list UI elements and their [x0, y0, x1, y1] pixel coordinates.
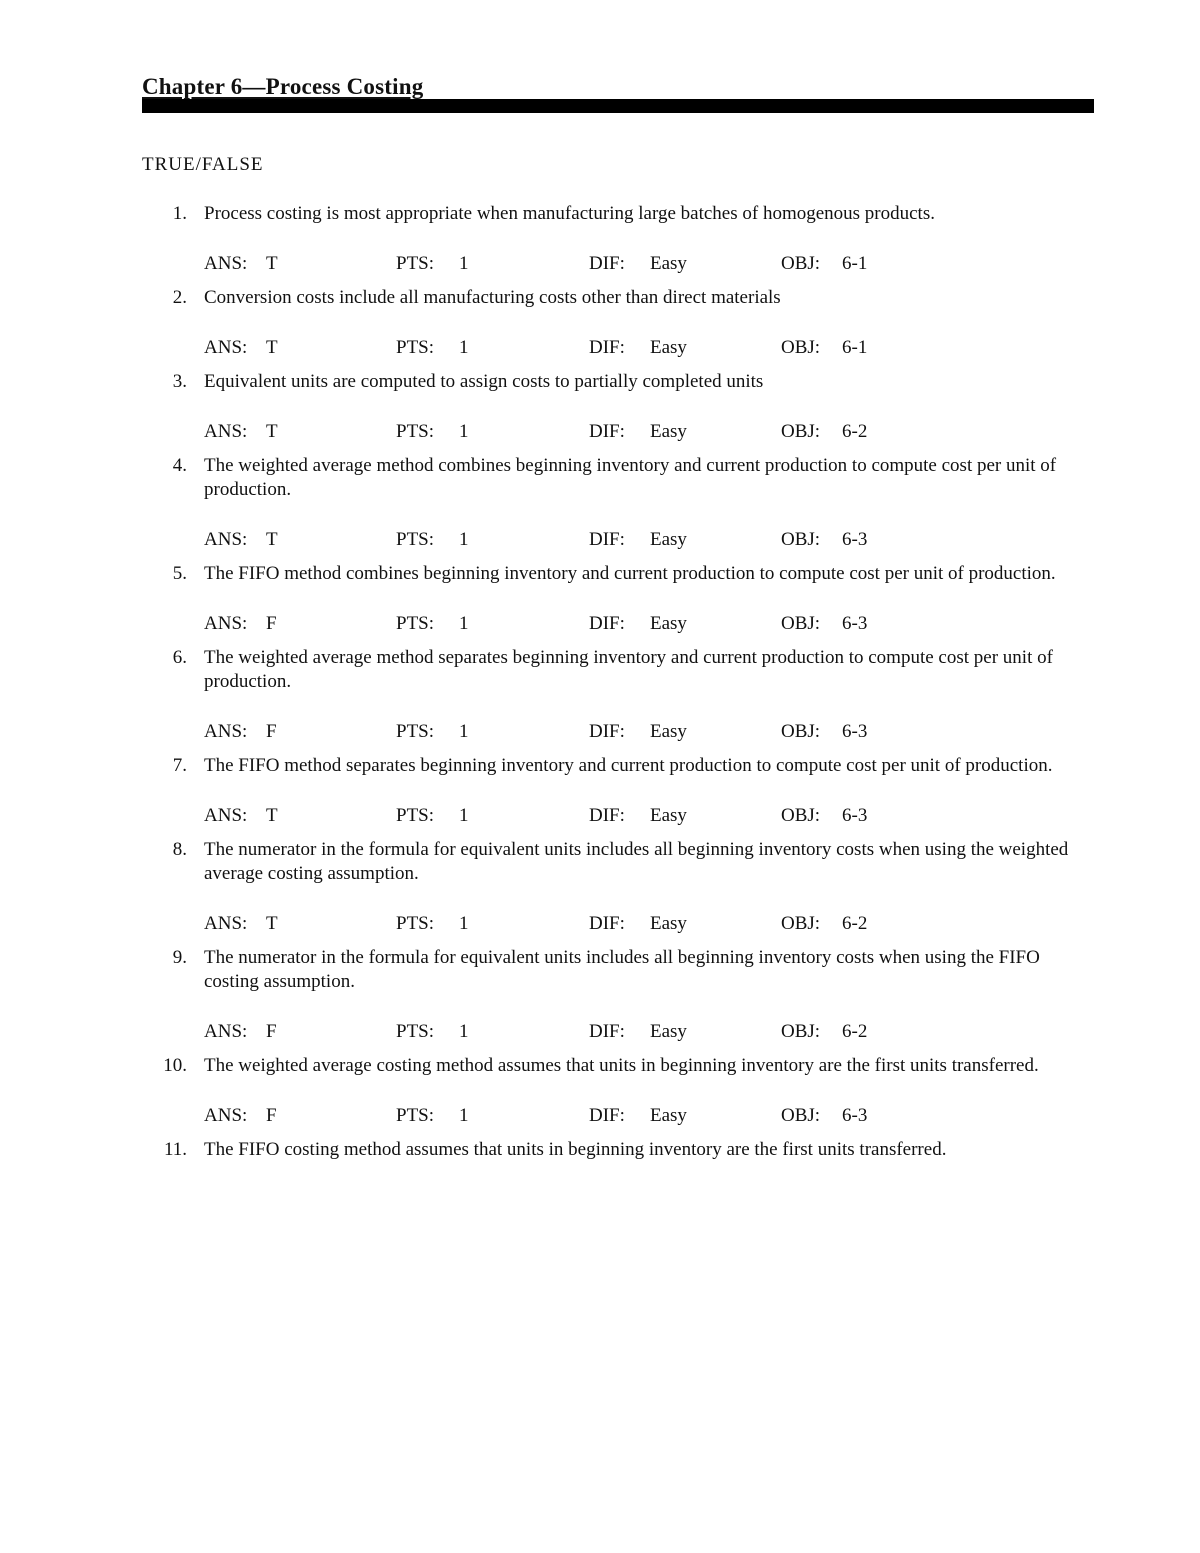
- obj-label: OBJ:: [781, 805, 821, 826]
- pts-value: 1: [459, 253, 469, 274]
- dif-value: Easy: [650, 1021, 687, 1042]
- question-number: 7.: [172, 755, 187, 776]
- question-text: The weighted average method combines beginning inventory and current production to compute cost per unit of production.: [204, 455, 1057, 500]
- question-item: [142, 1138, 1094, 1162]
- obj-label: OBJ:: [781, 721, 821, 742]
- question-text: Conversion costs include all manufacturing costs other than direct materials: [204, 287, 781, 308]
- dif-value: Easy: [650, 805, 687, 826]
- question-item: [142, 754, 1094, 828]
- pts-label: PTS:: [396, 253, 435, 274]
- obj-label: OBJ:: [781, 529, 821, 550]
- dif-label: DIF:: [589, 805, 625, 826]
- obj-label: OBJ:: [781, 613, 821, 634]
- obj-value: 6-1: [842, 337, 868, 358]
- dif-label: DIF:: [589, 613, 625, 634]
- dif-value: Easy: [650, 1105, 687, 1126]
- answer-row: [204, 252, 1094, 276]
- question-item: [142, 646, 1094, 744]
- dif-label: DIF:: [589, 421, 625, 442]
- dif-value: Easy: [650, 913, 687, 934]
- dif-label: DIF:: [589, 337, 625, 358]
- ans-label: ANS:: [204, 253, 248, 274]
- ans-value: F: [266, 721, 277, 742]
- obj-label: OBJ:: [781, 253, 821, 274]
- question-number: 11.: [163, 1139, 187, 1160]
- ans-label: ANS:: [204, 1021, 248, 1042]
- section-heading: TRUE/FALSE: [142, 154, 264, 175]
- pts-value: 1: [459, 1105, 469, 1126]
- dif-label: DIF:: [589, 529, 625, 550]
- dif-value: Easy: [650, 529, 687, 550]
- question-number: 3.: [172, 371, 187, 392]
- question-item: [142, 370, 1094, 444]
- obj-label: OBJ:: [781, 337, 821, 358]
- ans-value: T: [266, 805, 278, 826]
- question-item: [142, 562, 1094, 636]
- obj-label: OBJ:: [781, 913, 821, 934]
- ans-value: F: [266, 1021, 277, 1042]
- obj-label: OBJ:: [781, 421, 821, 442]
- question-number: 6.: [172, 647, 187, 668]
- obj-value: 6-2: [842, 1021, 868, 1042]
- answer-row: [204, 1020, 1094, 1044]
- question-text: The weighted average costing method assumes that units in beginning inventory are the first units transferred.: [204, 1055, 1039, 1076]
- pts-label: PTS:: [396, 337, 435, 358]
- question-number: 5.: [172, 563, 187, 584]
- pts-label: PTS:: [396, 913, 435, 934]
- ans-value: T: [266, 529, 278, 550]
- obj-value: 6-3: [842, 805, 868, 826]
- question-number: 1.: [172, 203, 187, 224]
- question-item: [142, 286, 1094, 360]
- question-text: The numerator in the formula for equivalent units includes all beginning inventory costs when using the FIFO costing assumption.: [204, 947, 1040, 992]
- question-text: The FIFO method separates beginning inventory and current production to compute cost per unit of production.: [204, 755, 1053, 776]
- pts-label: PTS:: [396, 613, 435, 634]
- pts-value: 1: [459, 913, 469, 934]
- ans-value: T: [266, 253, 278, 274]
- obj-value: 6-3: [842, 1105, 868, 1126]
- pts-value: 1: [459, 805, 469, 826]
- answer-row: [204, 804, 1094, 828]
- ans-value: T: [266, 913, 278, 934]
- dif-label: DIF:: [589, 1105, 625, 1126]
- question-text: Equivalent units are computed to assign costs to partially completed units: [204, 371, 764, 392]
- dif-value: Easy: [650, 613, 687, 634]
- answer-row: [204, 336, 1094, 360]
- question-number: 8.: [172, 839, 187, 860]
- pts-value: 1: [459, 1021, 469, 1042]
- dif-label: DIF:: [589, 913, 625, 934]
- pts-value: 1: [459, 421, 469, 442]
- obj-value: 6-3: [842, 613, 868, 634]
- question-number: 10.: [163, 1055, 187, 1076]
- answer-row: [204, 720, 1094, 744]
- question-text: The numerator in the formula for equivalent units includes all beginning inventory costs when using the weighted average costing assumption.: [204, 839, 1069, 884]
- ans-value: T: [266, 337, 278, 358]
- pts-value: 1: [459, 613, 469, 634]
- dif-value: Easy: [650, 721, 687, 742]
- obj-label: OBJ:: [781, 1105, 821, 1126]
- obj-value: 6-2: [842, 421, 868, 442]
- obj-value: 6-1: [842, 253, 868, 274]
- dif-value: Easy: [650, 337, 687, 358]
- obj-value: 6-2: [842, 913, 868, 934]
- question-text: The weighted average method separates beginning inventory and current production to compute cost per unit of production.: [204, 647, 1053, 692]
- pts-label: PTS:: [396, 805, 435, 826]
- ans-label: ANS:: [204, 721, 248, 742]
- answer-row: [204, 912, 1094, 936]
- ans-label: ANS:: [204, 1105, 248, 1126]
- question-number: 9.: [172, 947, 187, 968]
- answer-row: [204, 1104, 1094, 1128]
- chapter-title: Chapter 6—Process Costing: [142, 74, 424, 99]
- question-number: 2.: [172, 287, 187, 308]
- obj-value: 6-3: [842, 529, 868, 550]
- ans-label: ANS:: [204, 913, 248, 934]
- pts-label: PTS:: [396, 721, 435, 742]
- dif-value: Easy: [650, 421, 687, 442]
- dif-value: Easy: [650, 253, 687, 274]
- question-text: The FIFO method combines beginning inventory and current production to compute cost per unit of production.: [204, 563, 1056, 584]
- dif-label: DIF:: [589, 1021, 625, 1042]
- pts-label: PTS:: [396, 529, 435, 550]
- ans-value: F: [266, 1105, 277, 1126]
- question-item: [142, 1054, 1094, 1128]
- ans-label: ANS:: [204, 613, 248, 634]
- title-rule: [142, 99, 1094, 113]
- pts-value: 1: [459, 337, 469, 358]
- question-item: [142, 838, 1094, 936]
- question-item: [142, 454, 1094, 552]
- question-list: [142, 202, 1094, 1172]
- pts-label: PTS:: [396, 421, 435, 442]
- question-text: The FIFO costing method assumes that units in beginning inventory are the first units transferred.: [204, 1139, 947, 1160]
- dif-label: DIF:: [589, 253, 625, 274]
- obj-label: OBJ:: [781, 1021, 821, 1042]
- ans-label: ANS:: [204, 421, 248, 442]
- answer-row: [204, 612, 1094, 636]
- ans-label: ANS:: [204, 529, 248, 550]
- answer-row: [204, 420, 1094, 444]
- ans-label: ANS:: [204, 805, 248, 826]
- obj-value: 6-3: [842, 721, 868, 742]
- pts-value: 1: [459, 529, 469, 550]
- question-number: 4.: [172, 455, 187, 476]
- question-item: [142, 202, 1094, 276]
- ans-label: ANS:: [204, 337, 248, 358]
- pts-label: PTS:: [396, 1105, 435, 1126]
- question-item: [142, 946, 1094, 1044]
- ans-value: T: [266, 421, 278, 442]
- pts-value: 1: [459, 721, 469, 742]
- dif-label: DIF:: [589, 721, 625, 742]
- pts-label: PTS:: [396, 1021, 435, 1042]
- question-text: Process costing is most appropriate when manufacturing large batches of homogenous products.: [204, 203, 935, 224]
- answer-row: [204, 528, 1094, 552]
- ans-value: F: [266, 613, 277, 634]
